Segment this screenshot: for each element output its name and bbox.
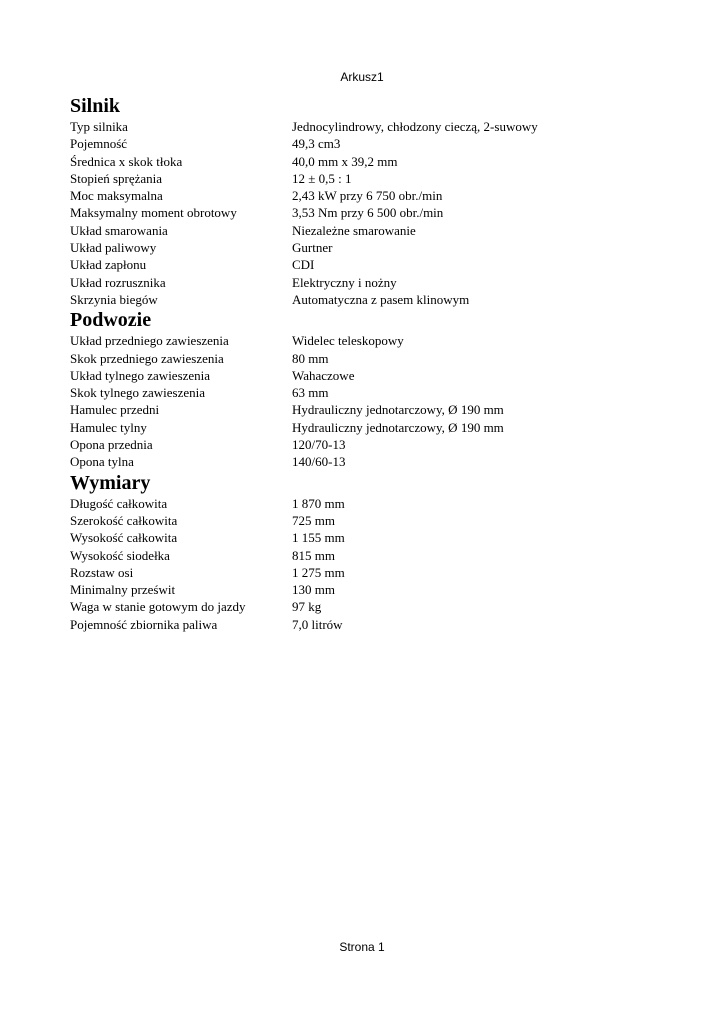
- spec-label: Wysokość siodełka: [70, 547, 170, 563]
- spec-row: [70, 256, 670, 273]
- spec-value: Wahaczowe: [292, 367, 355, 383]
- spec-row: [70, 274, 670, 291]
- spec-label: Stopień sprężania: [70, 170, 163, 186]
- spec-row: [70, 564, 670, 581]
- sheet-name-header: Arkusz1: [340, 70, 384, 84]
- spec-value: 7,0 litrów: [292, 616, 343, 632]
- spec-label: Układ rozrusznika: [70, 274, 166, 290]
- spec-row: [70, 547, 670, 564]
- spec-label: Układ przedniego zawieszenia: [70, 333, 229, 349]
- spec-row: [70, 239, 670, 256]
- spec-value: 3,53 Nm przy 6 500 obr./min: [292, 205, 444, 221]
- spec-label: Długość całkowita: [70, 495, 168, 511]
- spec-value: 97 kg: [292, 599, 322, 615]
- spec-row: [70, 436, 670, 453]
- spec-value: Jednocylindrowy, chłodzony cieczą, 2-suwowy: [292, 119, 538, 134]
- spec-value: Elektryczny i nożny: [292, 274, 397, 290]
- section-dimensions: [70, 471, 670, 633]
- spec-row: [70, 222, 670, 239]
- section-engine: [70, 94, 670, 308]
- spec-value: 63 mm: [292, 385, 329, 401]
- spec-label: Opona przednia: [70, 437, 153, 453]
- spec-value: Niezależne smarowanie: [292, 222, 416, 238]
- section-chassis: [70, 308, 670, 470]
- section-title: Podwozie: [70, 309, 152, 332]
- spec-row: [70, 118, 670, 135]
- spec-value: 2,43 kW przy 6 750 obr./min: [292, 188, 443, 204]
- spec-label: Układ tylnego zawieszenia: [70, 367, 211, 383]
- spec-row: [70, 529, 670, 546]
- spec-label: Minimalny prześwit: [70, 582, 176, 598]
- spec-value: CDI: [292, 257, 315, 273]
- spec-label: Pojemność: [70, 136, 128, 152]
- spec-value: 49,3 cm3: [292, 136, 341, 152]
- spec-row: [70, 616, 670, 633]
- spec-value: Gurtner: [292, 240, 333, 256]
- spec-label: Waga w stanie gotowym do jazdy: [70, 599, 246, 615]
- spec-value: Hydrauliczny jednotarczowy, Ø 190 mm: [292, 402, 504, 418]
- spec-label: Układ paliwowy: [70, 240, 157, 256]
- spec-value: 12 ± 0,5 : 1: [292, 170, 352, 186]
- spec-row: [70, 204, 670, 221]
- spec-row: [70, 153, 670, 170]
- page-number-footer: Strona 1: [339, 940, 385, 954]
- section-title: Wymiary: [70, 471, 151, 494]
- spec-document: [70, 94, 670, 633]
- spec-value: 1 275 mm: [292, 564, 345, 580]
- spec-row: [70, 419, 670, 436]
- spec-label: Rozstaw osi: [70, 564, 134, 580]
- spec-value: 1 155 mm: [292, 530, 345, 546]
- spec-row: [70, 453, 670, 470]
- spec-label: Szerokość całkowita: [70, 512, 178, 528]
- spec-label: Maksymalny moment obrotowy: [70, 205, 237, 221]
- spec-label: Skok przedniego zawieszenia: [70, 350, 224, 366]
- spec-label: Moc maksymalna: [70, 188, 163, 204]
- spec-value: 725 mm: [292, 512, 335, 528]
- spec-row: [70, 350, 670, 367]
- spec-value: Widelec teleskopowy: [292, 333, 404, 349]
- spec-value: 815 mm: [292, 547, 335, 563]
- spec-label: Typ silnika: [70, 119, 128, 134]
- spec-label: Hamulec przedni: [70, 402, 160, 418]
- spec-label: Skok tylnego zawieszenia: [70, 385, 206, 401]
- spec-row: [70, 598, 670, 615]
- spec-row: [70, 495, 670, 512]
- spec-row: [70, 512, 670, 529]
- spec-label: Średnica x skok tłoka: [70, 153, 183, 169]
- spec-value: Hydrauliczny jednotarczowy, Ø 190 mm: [292, 419, 504, 435]
- spec-label: Hamulec tylny: [70, 419, 147, 435]
- spec-row: [70, 170, 670, 187]
- spec-label: Układ zapłonu: [70, 257, 147, 273]
- spec-value: 1 870 mm: [292, 495, 345, 511]
- spec-label: Opona tylna: [70, 454, 134, 470]
- spec-value: Automatyczna z pasem klinowym: [292, 291, 470, 307]
- spec-row: [70, 135, 670, 152]
- spec-label: Wysokość całkowita: [70, 530, 178, 546]
- spec-label: Układ smarowania: [70, 222, 168, 238]
- spec-row: [70, 291, 670, 308]
- spec-row: [70, 187, 670, 204]
- spec-label: Pojemność zbiornika paliwa: [70, 616, 218, 632]
- section-title: Silnik: [70, 95, 121, 117]
- spec-row: [70, 367, 670, 384]
- spec-row: [70, 401, 670, 418]
- spec-row: [70, 384, 670, 401]
- spec-value: 40,0 mm x 39,2 mm: [292, 153, 398, 169]
- spec-value: 80 mm: [292, 350, 329, 366]
- spec-row: [70, 581, 670, 598]
- spec-value: 120/70-13: [292, 437, 346, 453]
- spec-label: Skrzynia biegów: [70, 291, 158, 307]
- spec-value: 140/60-13: [292, 454, 346, 470]
- spec-row: [70, 332, 670, 349]
- spec-value: 130 mm: [292, 582, 335, 598]
